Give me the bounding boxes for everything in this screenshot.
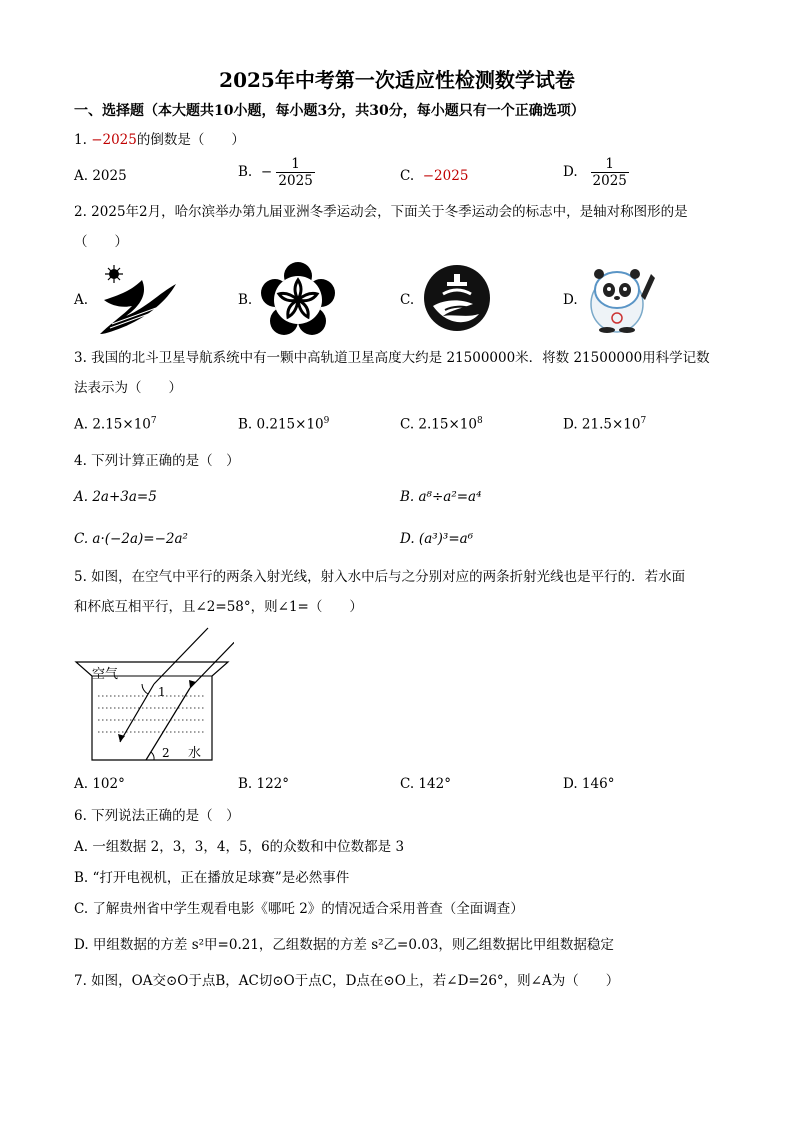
water-dots bbox=[98, 696, 206, 732]
q5-option-c: C. 142° bbox=[400, 776, 451, 792]
q6-option-d: D. 甲组数据的方差 s²甲=0.21，乙组数据的方差 s²乙=0.03，则乙组数据比甲组数据稳定 bbox=[74, 937, 614, 953]
arrow-head-2 bbox=[189, 680, 196, 688]
question-2-line2: （ ） bbox=[74, 234, 128, 250]
q6-option-c: C. 了解贵州省中学生观看电影《哪吒 2》的情况适合采用普查（全面调查） bbox=[74, 901, 524, 917]
q4-option-b: B. a⁸÷a²=a⁴ bbox=[400, 489, 482, 505]
q6-option-b: B. “打开电视机，正在播放足球赛”是必然事件 bbox=[74, 870, 350, 886]
q3-option-b: B. $0.215\times 10^9$ bbox=[238, 416, 330, 433]
section-heading: 一、选择题（本大题共10小题，每小题3分，共30分，每小题只有一个正确选项） bbox=[74, 103, 585, 119]
question-1-stem: 1. −2025的倒数是（ ） bbox=[74, 132, 245, 148]
question-3-line2: 法表示为（ ） bbox=[74, 380, 182, 396]
q5-option-d: D. 146° bbox=[563, 776, 615, 792]
fig-angle2-label: 2 bbox=[162, 746, 170, 760]
q6-option-a: A. 一组数据 2，3，3，4，5，6的众数和中位数都是 3 bbox=[74, 839, 405, 855]
fig-angle1-label: 1 bbox=[158, 685, 166, 699]
angle-1-arc bbox=[142, 684, 148, 694]
q1-option-d: D. $\frac{1}{2025}$ bbox=[563, 156, 627, 189]
logo-a-icon bbox=[96, 264, 182, 336]
q1-option-c: C. −2025 bbox=[400, 168, 469, 184]
mascot-d-icon bbox=[585, 262, 657, 334]
fig-water-label: 水 bbox=[188, 746, 202, 761]
question-2-line1: 2. 2025年2月，哈尔滨举办第九届亚洲冬季运动会，下面关于冬季运动会的标志中，是轴对称图形的是 bbox=[74, 204, 688, 220]
q3-option-d: D. $21.5\times 10^7$ bbox=[563, 416, 647, 433]
q5-option-a: A. 102° bbox=[74, 776, 125, 792]
q4-option-d: D. (a³)³=a⁶ bbox=[400, 531, 474, 547]
question-5-line2: 和杯底互相平行，且∠2=58°，则∠1=（ ） bbox=[74, 599, 363, 615]
q3-option-c: C. $2.15\times 10^8$ bbox=[400, 416, 483, 433]
logo-c-icon bbox=[423, 264, 491, 332]
q2-option-a-label: A. bbox=[74, 292, 89, 308]
refraction-figure bbox=[74, 624, 234, 764]
question-4-stem: 4. 下列计算正确的是（ ） bbox=[74, 453, 240, 469]
question-6-stem: 6. 下列说法正确的是（ ） bbox=[74, 808, 240, 824]
q1-option-a: A. 2025 bbox=[74, 168, 127, 184]
page-title: 2025年中考第一次适应性检测数学试卷 bbox=[219, 68, 575, 92]
logo-b-icon bbox=[260, 262, 336, 338]
question-5-line1: 5. 如图，在空气中平行的两条入射光线，射入水中后与之分别对应的两条折射光线也是平行的．若水面 bbox=[74, 569, 686, 585]
angle-2-arc bbox=[151, 752, 154, 760]
refracted-ray-1 bbox=[120, 684, 154, 742]
q1-option-b: B. − $\frac{1}{2025}$ bbox=[238, 156, 313, 189]
q5-option-b: B. 122° bbox=[238, 776, 290, 792]
q3-option-a: A. $2.15\times 10^7$ bbox=[74, 416, 157, 433]
fig-air-label: 空气 bbox=[92, 667, 119, 682]
q2-option-c-label: C. bbox=[400, 292, 415, 308]
q4-option-a: A. 2a+3a=5 bbox=[74, 489, 157, 505]
q2-option-b-label: B. bbox=[238, 292, 253, 308]
q2-option-d-label: D. bbox=[563, 292, 578, 308]
question-7-stem: 7. 如图，OA交⊙O于点B，AC切⊙O于点C，D点在⊙O上，若∠D=26°，则∠A为（ ） bbox=[74, 973, 620, 989]
q4-option-c: C. a·(−2a)=−2a² bbox=[74, 531, 188, 547]
question-3-line1: 3. 我国的北斗卫星导航系统中有一颗中高轨道卫星高度大约是 21500000米．将数 21500000用科学记数 bbox=[74, 350, 710, 366]
